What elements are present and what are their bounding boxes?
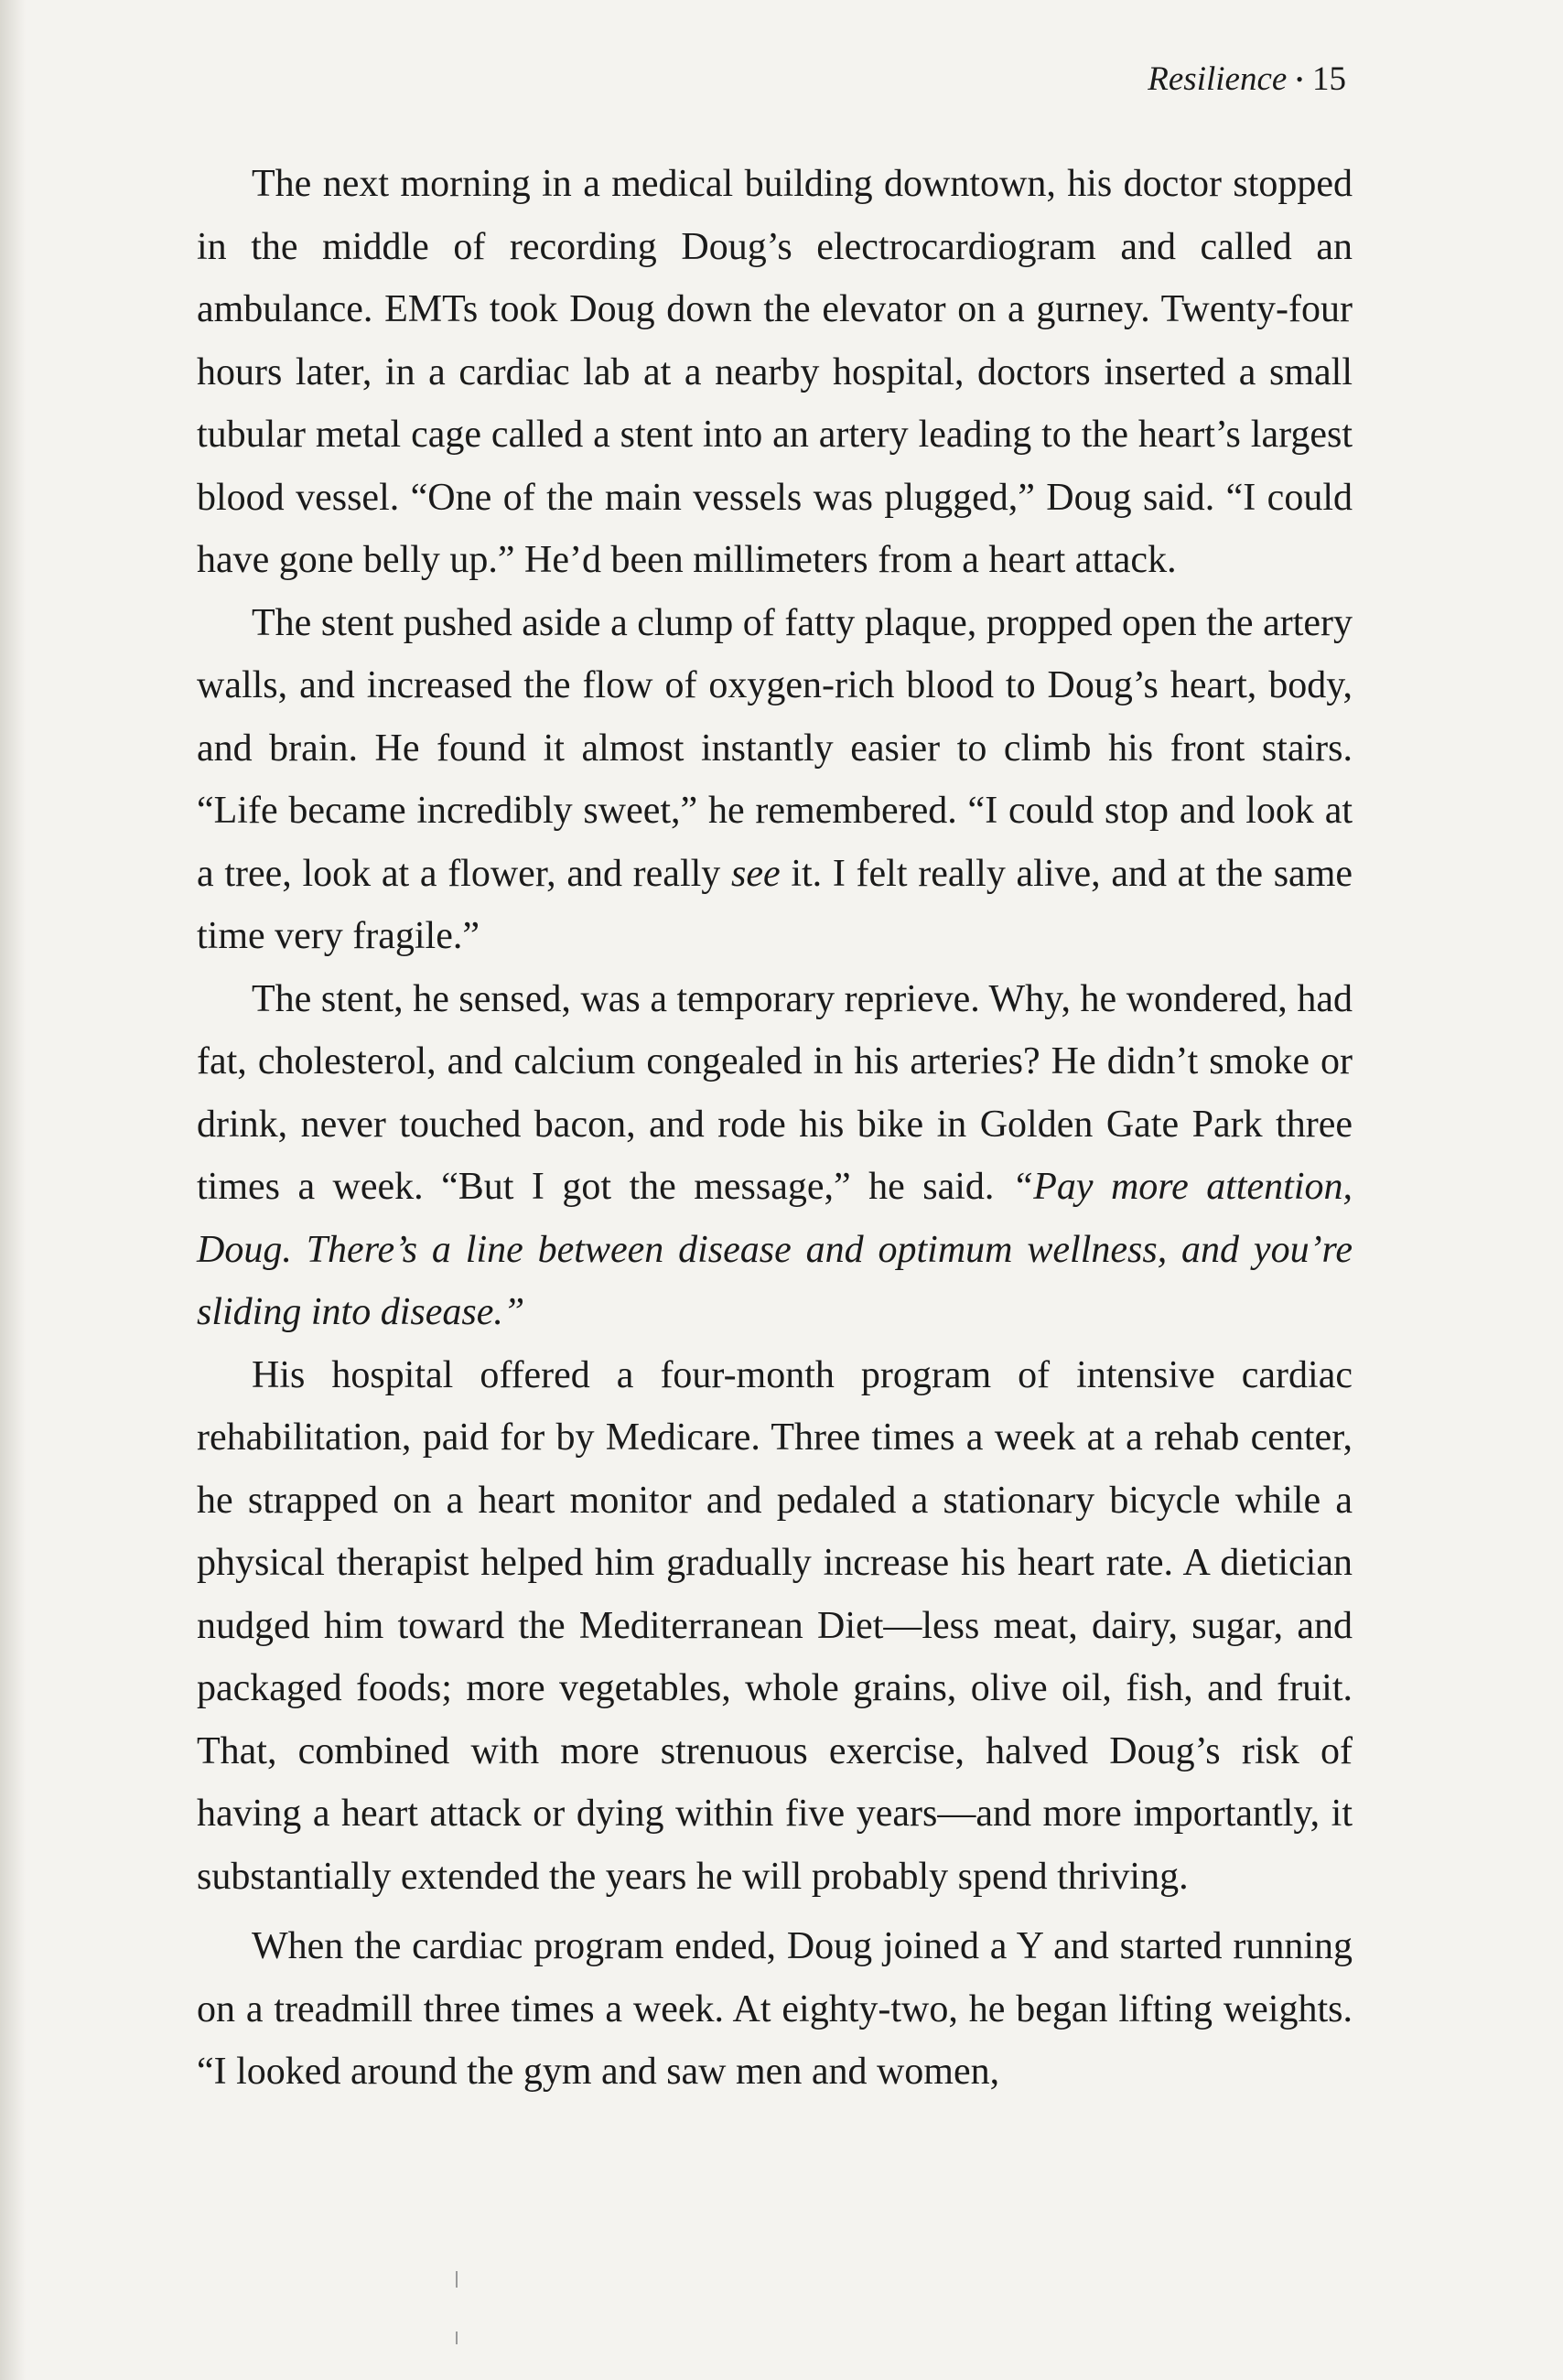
running-head-title: Resilience [1148, 60, 1288, 98]
paragraph-text: His hospital offered a four-month program of intensive cardiac rehabilitation, paid for by Medicare. Three times a week at a rehab center, he strapped on a heart monitor and pedaled a stationary bicycle while a physical therapist helped him gradually increase his heart rate. A dietician nudged him toward the Mediterranean Diet—less meat, dairy, sugar, and packaged foods; more vegetables, whole grains, olive oil, fish, and fruit. That, combined with more strenuous exercise, halved Doug’s risk of having a heart attack or dying within five years—and more importantly, it substantially extended the years he will probably spend thriving. [197, 1353, 1353, 1898]
paragraph-text: The stent, he sensed, was a temporary reprieve. Why, he wondered, had fat, cholesterol, and calcium congealed in his arteries? He didn’t smoke or drink, never touched bacon, and rode his bike in Golden Gate Park three times a week. “But I got the message,” he said. [197, 977, 1353, 1208]
scan-artifact [456, 2332, 458, 2344]
paragraph [197, 1915, 1353, 2104]
page-gutter-shadow [0, 0, 26, 2380]
paragraph [197, 1344, 1353, 1909]
running-head [1148, 57, 1346, 106]
paragraph [197, 592, 1353, 968]
italic-text: see [730, 852, 781, 895]
scan-artifact [456, 2271, 458, 2288]
page-number: 15 [1312, 60, 1346, 98]
paragraph-text: The next morning in a medical building downtown, his doctor stopped in the middle of recording Doug’s electrocardiogram and called an ambulance. EMTs took Doug down the elevator on a gurney. Twenty-four hours later, in a cardiac lab at a nearby hospital, doctors inserted a small tubular metal cage called a stent into an artery leading to the heart’s largest blood vessel. “One of the main vessels was plugged,” Doug said. “I could have gone belly up.” He’d been millimeters from a heart attack. [197, 163, 1353, 581]
paragraph [197, 968, 1353, 1344]
paragraph-text: When the cardiac program ended, Doug joined a Y and started running on a treadmill three times a week. At eighty-two, he began lifting weights. “I looked around the gym and saw men and women, [197, 1925, 1353, 2093]
paragraph-text: The stent pushed aside a clump of fatty plaque, propped open the artery walls, and increased the flow of oxygen-rich blood to Doug’s heart, body, and brain. He found it almost instantly easier to climb his front stairs. “Life became incredibly sweet,” he remembered. “I could stop and look at a tree, look at a flower, and really [197, 601, 1353, 895]
body-text [197, 153, 1353, 2104]
running-head-bullet: • [1296, 68, 1303, 91]
paragraph [197, 153, 1353, 592]
paragraph-text: it. I felt really alive, and at the same time very fragile.” [197, 852, 1353, 957]
italic-text: “Pay more attention, Doug. There’s a line between disease and optimum wellness, and you’re sliding into disease.” [197, 1166, 1353, 1333]
